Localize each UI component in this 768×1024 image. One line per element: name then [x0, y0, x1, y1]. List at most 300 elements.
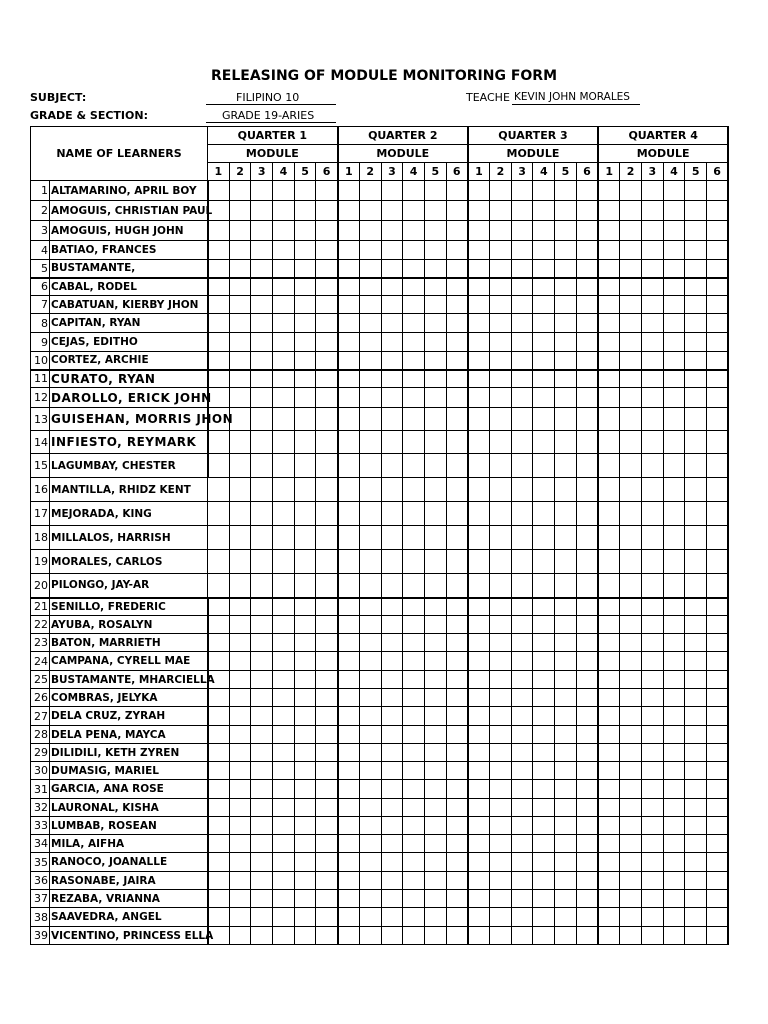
module-check-cell[interactable] — [598, 835, 620, 853]
module-check-cell[interactable] — [273, 762, 295, 780]
module-check-cell[interactable] — [446, 927, 468, 945]
module-check-cell[interactable] — [598, 201, 620, 221]
module-check-cell[interactable] — [511, 671, 533, 689]
module-check-cell[interactable] — [468, 201, 490, 221]
module-check-cell[interactable] — [229, 278, 251, 296]
module-check-cell[interactable] — [446, 278, 468, 296]
module-check-cell[interactable] — [490, 574, 512, 598]
module-check-cell[interactable] — [251, 574, 273, 598]
module-check-cell[interactable] — [511, 388, 533, 408]
module-check-cell[interactable] — [555, 370, 577, 388]
module-check-cell[interactable] — [229, 762, 251, 780]
module-check-cell[interactable] — [424, 333, 446, 352]
module-check-cell[interactable] — [533, 853, 555, 872]
module-check-cell[interactable] — [598, 616, 620, 634]
module-check-cell[interactable] — [273, 201, 295, 221]
module-check-cell[interactable] — [316, 526, 338, 550]
module-check-cell[interactable] — [620, 388, 642, 408]
module-check-cell[interactable] — [555, 333, 577, 352]
module-check-cell[interactable] — [620, 352, 642, 370]
module-check-cell[interactable] — [555, 817, 577, 835]
module-check-cell[interactable] — [490, 260, 512, 278]
module-check-cell[interactable] — [273, 908, 295, 927]
module-check-cell[interactable] — [490, 333, 512, 352]
module-check-cell[interactable] — [576, 927, 598, 945]
module-check-cell[interactable] — [251, 744, 273, 762]
module-check-cell[interactable] — [663, 502, 685, 526]
module-check-cell[interactable] — [273, 526, 295, 550]
module-check-cell[interactable] — [338, 370, 360, 388]
module-check-cell[interactable] — [338, 278, 360, 296]
module-check-cell[interactable] — [229, 835, 251, 853]
module-check-cell[interactable] — [641, 927, 663, 945]
module-check-cell[interactable] — [424, 872, 446, 890]
module-check-cell[interactable] — [208, 370, 230, 388]
module-check-cell[interactable] — [490, 835, 512, 853]
module-check-cell[interactable] — [468, 241, 490, 260]
module-check-cell[interactable] — [706, 221, 728, 241]
module-check-cell[interactable] — [620, 221, 642, 241]
module-check-cell[interactable] — [533, 927, 555, 945]
module-check-cell[interactable] — [446, 388, 468, 408]
module-check-cell[interactable] — [555, 241, 577, 260]
module-check-cell[interactable] — [316, 927, 338, 945]
module-check-cell[interactable] — [533, 370, 555, 388]
module-check-cell[interactable] — [316, 370, 338, 388]
module-check-cell[interactable] — [446, 314, 468, 333]
module-check-cell[interactable] — [598, 872, 620, 890]
module-check-cell[interactable] — [620, 853, 642, 872]
module-check-cell[interactable] — [338, 780, 360, 799]
module-check-cell[interactable] — [468, 314, 490, 333]
module-check-cell[interactable] — [706, 181, 728, 201]
module-check-cell[interactable] — [598, 454, 620, 478]
module-check-cell[interactable] — [403, 478, 425, 502]
module-check-cell[interactable] — [316, 388, 338, 408]
module-check-cell[interactable] — [229, 634, 251, 652]
module-check-cell[interactable] — [468, 707, 490, 726]
module-check-cell[interactable] — [663, 853, 685, 872]
module-check-cell[interactable] — [273, 598, 295, 616]
module-check-cell[interactable] — [273, 872, 295, 890]
module-check-cell[interactable] — [663, 370, 685, 388]
module-check-cell[interactable] — [208, 314, 230, 333]
module-check-cell[interactable] — [338, 835, 360, 853]
module-check-cell[interactable] — [685, 927, 707, 945]
module-check-cell[interactable] — [598, 526, 620, 550]
module-check-cell[interactable] — [403, 201, 425, 221]
module-check-cell[interactable] — [490, 872, 512, 890]
module-check-cell[interactable] — [663, 744, 685, 762]
module-check-cell[interactable] — [229, 744, 251, 762]
module-check-cell[interactable] — [663, 201, 685, 221]
module-check-cell[interactable] — [706, 652, 728, 671]
module-check-cell[interactable] — [338, 890, 360, 908]
module-check-cell[interactable] — [641, 454, 663, 478]
module-check-cell[interactable] — [273, 314, 295, 333]
module-check-cell[interactable] — [641, 388, 663, 408]
module-check-cell[interactable] — [424, 890, 446, 908]
module-check-cell[interactable] — [446, 352, 468, 370]
module-check-cell[interactable] — [359, 201, 381, 221]
module-check-cell[interactable] — [294, 370, 316, 388]
module-check-cell[interactable] — [533, 314, 555, 333]
module-check-cell[interactable] — [706, 671, 728, 689]
module-check-cell[interactable] — [446, 431, 468, 454]
module-check-cell[interactable] — [403, 502, 425, 526]
module-check-cell[interactable] — [338, 671, 360, 689]
module-check-cell[interactable] — [641, 221, 663, 241]
module-check-cell[interactable] — [598, 352, 620, 370]
module-check-cell[interactable] — [446, 744, 468, 762]
module-check-cell[interactable] — [294, 502, 316, 526]
module-check-cell[interactable] — [294, 278, 316, 296]
module-check-cell[interactable] — [468, 817, 490, 835]
module-check-cell[interactable] — [685, 478, 707, 502]
module-check-cell[interactable] — [338, 241, 360, 260]
module-check-cell[interactable] — [706, 853, 728, 872]
module-check-cell[interactable] — [446, 370, 468, 388]
module-check-cell[interactable] — [706, 799, 728, 817]
module-check-cell[interactable] — [685, 181, 707, 201]
module-check-cell[interactable] — [641, 872, 663, 890]
module-check-cell[interactable] — [641, 333, 663, 352]
module-check-cell[interactable] — [598, 817, 620, 835]
module-check-cell[interactable] — [338, 817, 360, 835]
module-check-cell[interactable] — [706, 762, 728, 780]
module-check-cell[interactable] — [338, 333, 360, 352]
module-check-cell[interactable] — [468, 652, 490, 671]
module-check-cell[interactable] — [424, 454, 446, 478]
module-check-cell[interactable] — [381, 762, 403, 780]
module-check-cell[interactable] — [424, 744, 446, 762]
module-check-cell[interactable] — [555, 744, 577, 762]
module-check-cell[interactable] — [511, 890, 533, 908]
module-check-cell[interactable] — [468, 431, 490, 454]
module-check-cell[interactable] — [620, 671, 642, 689]
module-check-cell[interactable] — [338, 502, 360, 526]
module-check-cell[interactable] — [208, 502, 230, 526]
module-check-cell[interactable] — [424, 478, 446, 502]
module-check-cell[interactable] — [511, 431, 533, 454]
module-check-cell[interactable] — [208, 352, 230, 370]
module-check-cell[interactable] — [663, 241, 685, 260]
module-check-cell[interactable] — [251, 333, 273, 352]
module-check-cell[interactable] — [490, 598, 512, 616]
module-check-cell[interactable] — [511, 574, 533, 598]
module-check-cell[interactable] — [294, 780, 316, 799]
module-check-cell[interactable] — [316, 799, 338, 817]
module-check-cell[interactable] — [663, 890, 685, 908]
module-check-cell[interactable] — [598, 634, 620, 652]
module-check-cell[interactable] — [294, 817, 316, 835]
module-check-cell[interactable] — [446, 296, 468, 314]
module-check-cell[interactable] — [446, 241, 468, 260]
module-check-cell[interactable] — [359, 526, 381, 550]
module-check-cell[interactable] — [576, 689, 598, 707]
module-check-cell[interactable] — [468, 634, 490, 652]
module-check-cell[interactable] — [229, 799, 251, 817]
module-check-cell[interactable] — [316, 872, 338, 890]
module-check-cell[interactable] — [424, 817, 446, 835]
module-check-cell[interactable] — [316, 574, 338, 598]
module-check-cell[interactable] — [576, 388, 598, 408]
module-check-cell[interactable] — [424, 574, 446, 598]
module-check-cell[interactable] — [533, 671, 555, 689]
module-check-cell[interactable] — [381, 872, 403, 890]
module-check-cell[interactable] — [555, 799, 577, 817]
module-check-cell[interactable] — [706, 780, 728, 799]
module-check-cell[interactable] — [424, 408, 446, 431]
module-check-cell[interactable] — [424, 431, 446, 454]
module-check-cell[interactable] — [294, 526, 316, 550]
module-check-cell[interactable] — [663, 526, 685, 550]
module-check-cell[interactable] — [273, 689, 295, 707]
module-check-cell[interactable] — [251, 908, 273, 927]
module-check-cell[interactable] — [273, 817, 295, 835]
module-check-cell[interactable] — [273, 835, 295, 853]
module-check-cell[interactable] — [490, 314, 512, 333]
module-check-cell[interactable] — [511, 333, 533, 352]
module-check-cell[interactable] — [251, 388, 273, 408]
module-check-cell[interactable] — [576, 726, 598, 744]
module-check-cell[interactable] — [685, 817, 707, 835]
module-check-cell[interactable] — [338, 872, 360, 890]
module-check-cell[interactable] — [273, 296, 295, 314]
module-check-cell[interactable] — [490, 201, 512, 221]
module-check-cell[interactable] — [424, 927, 446, 945]
module-check-cell[interactable] — [598, 780, 620, 799]
module-check-cell[interactable] — [446, 872, 468, 890]
module-check-cell[interactable] — [468, 908, 490, 927]
module-check-cell[interactable] — [511, 296, 533, 314]
module-check-cell[interactable] — [446, 817, 468, 835]
module-check-cell[interactable] — [620, 689, 642, 707]
module-check-cell[interactable] — [641, 744, 663, 762]
module-check-cell[interactable] — [208, 431, 230, 454]
module-check-cell[interactable] — [706, 872, 728, 890]
module-check-cell[interactable] — [316, 598, 338, 616]
module-check-cell[interactable] — [663, 296, 685, 314]
module-check-cell[interactable] — [294, 314, 316, 333]
module-check-cell[interactable] — [490, 744, 512, 762]
module-check-cell[interactable] — [511, 201, 533, 221]
module-check-cell[interactable] — [598, 908, 620, 927]
module-check-cell[interactable] — [663, 707, 685, 726]
module-check-cell[interactable] — [598, 652, 620, 671]
module-check-cell[interactable] — [338, 908, 360, 927]
module-check-cell[interactable] — [511, 908, 533, 927]
module-check-cell[interactable] — [468, 799, 490, 817]
module-check-cell[interactable] — [294, 574, 316, 598]
module-check-cell[interactable] — [359, 408, 381, 431]
module-check-cell[interactable] — [706, 201, 728, 221]
module-check-cell[interactable] — [208, 872, 230, 890]
module-check-cell[interactable] — [424, 726, 446, 744]
module-check-cell[interactable] — [641, 478, 663, 502]
module-check-cell[interactable] — [490, 689, 512, 707]
module-check-cell[interactable] — [251, 780, 273, 799]
module-check-cell[interactable] — [511, 726, 533, 744]
module-check-cell[interactable] — [576, 333, 598, 352]
module-check-cell[interactable] — [424, 652, 446, 671]
module-check-cell[interactable] — [598, 388, 620, 408]
module-check-cell[interactable] — [511, 652, 533, 671]
module-check-cell[interactable] — [359, 598, 381, 616]
module-check-cell[interactable] — [316, 181, 338, 201]
module-check-cell[interactable] — [468, 181, 490, 201]
module-check-cell[interactable] — [294, 221, 316, 241]
module-check-cell[interactable] — [598, 762, 620, 780]
module-check-cell[interactable] — [338, 762, 360, 780]
module-check-cell[interactable] — [294, 872, 316, 890]
module-check-cell[interactable] — [403, 526, 425, 550]
module-check-cell[interactable] — [359, 780, 381, 799]
module-check-cell[interactable] — [338, 927, 360, 945]
module-check-cell[interactable] — [229, 431, 251, 454]
module-check-cell[interactable] — [555, 526, 577, 550]
module-check-cell[interactable] — [446, 780, 468, 799]
module-check-cell[interactable] — [620, 278, 642, 296]
module-check-cell[interactable] — [620, 550, 642, 574]
module-check-cell[interactable] — [316, 908, 338, 927]
module-check-cell[interactable] — [381, 598, 403, 616]
module-check-cell[interactable] — [641, 260, 663, 278]
module-check-cell[interactable] — [511, 616, 533, 634]
module-check-cell[interactable] — [555, 853, 577, 872]
module-check-cell[interactable] — [620, 817, 642, 835]
module-check-cell[interactable] — [273, 260, 295, 278]
module-check-cell[interactable] — [555, 780, 577, 799]
module-check-cell[interactable] — [229, 314, 251, 333]
module-check-cell[interactable] — [598, 278, 620, 296]
module-check-cell[interactable] — [620, 890, 642, 908]
module-check-cell[interactable] — [316, 744, 338, 762]
module-check-cell[interactable] — [511, 872, 533, 890]
module-check-cell[interactable] — [685, 260, 707, 278]
module-check-cell[interactable] — [294, 908, 316, 927]
module-check-cell[interactable] — [576, 671, 598, 689]
module-check-cell[interactable] — [208, 634, 230, 652]
module-check-cell[interactable] — [424, 908, 446, 927]
module-check-cell[interactable] — [208, 260, 230, 278]
module-check-cell[interactable] — [620, 927, 642, 945]
module-check-cell[interactable] — [576, 799, 598, 817]
module-check-cell[interactable] — [403, 927, 425, 945]
module-check-cell[interactable] — [663, 181, 685, 201]
module-check-cell[interactable] — [641, 799, 663, 817]
module-check-cell[interactable] — [229, 689, 251, 707]
module-check-cell[interactable] — [706, 634, 728, 652]
module-check-cell[interactable] — [424, 671, 446, 689]
module-check-cell[interactable] — [403, 671, 425, 689]
module-check-cell[interactable] — [403, 762, 425, 780]
module-check-cell[interactable] — [446, 598, 468, 616]
module-check-cell[interactable] — [490, 478, 512, 502]
module-check-cell[interactable] — [229, 181, 251, 201]
module-check-cell[interactable] — [381, 221, 403, 241]
module-check-cell[interactable] — [468, 388, 490, 408]
module-check-cell[interactable] — [685, 333, 707, 352]
module-check-cell[interactable] — [359, 502, 381, 526]
module-check-cell[interactable] — [468, 835, 490, 853]
module-check-cell[interactable] — [576, 296, 598, 314]
module-check-cell[interactable] — [511, 241, 533, 260]
module-check-cell[interactable] — [251, 296, 273, 314]
module-check-cell[interactable] — [316, 478, 338, 502]
module-check-cell[interactable] — [424, 352, 446, 370]
module-check-cell[interactable] — [424, 260, 446, 278]
module-check-cell[interactable] — [620, 454, 642, 478]
module-check-cell[interactable] — [316, 726, 338, 744]
module-check-cell[interactable] — [359, 454, 381, 478]
module-check-cell[interactable] — [359, 689, 381, 707]
module-check-cell[interactable] — [273, 707, 295, 726]
module-check-cell[interactable] — [338, 181, 360, 201]
module-check-cell[interactable] — [620, 201, 642, 221]
module-check-cell[interactable] — [229, 890, 251, 908]
module-check-cell[interactable] — [641, 616, 663, 634]
module-check-cell[interactable] — [273, 744, 295, 762]
module-check-cell[interactable] — [511, 598, 533, 616]
module-check-cell[interactable] — [294, 671, 316, 689]
module-check-cell[interactable] — [403, 598, 425, 616]
module-check-cell[interactable] — [706, 260, 728, 278]
module-check-cell[interactable] — [446, 835, 468, 853]
module-check-cell[interactable] — [359, 726, 381, 744]
module-check-cell[interactable] — [229, 652, 251, 671]
module-check-cell[interactable] — [511, 352, 533, 370]
module-check-cell[interactable] — [533, 780, 555, 799]
module-check-cell[interactable] — [403, 872, 425, 890]
module-check-cell[interactable] — [511, 408, 533, 431]
module-check-cell[interactable] — [229, 726, 251, 744]
module-check-cell[interactable] — [576, 352, 598, 370]
module-check-cell[interactable] — [424, 278, 446, 296]
module-check-cell[interactable] — [555, 574, 577, 598]
module-check-cell[interactable] — [381, 652, 403, 671]
module-check-cell[interactable] — [555, 689, 577, 707]
module-check-cell[interactable] — [468, 726, 490, 744]
module-check-cell[interactable] — [663, 431, 685, 454]
module-check-cell[interactable] — [208, 550, 230, 574]
module-check-cell[interactable] — [446, 726, 468, 744]
module-check-cell[interactable] — [663, 454, 685, 478]
module-check-cell[interactable] — [338, 726, 360, 744]
module-check-cell[interactable] — [685, 853, 707, 872]
module-check-cell[interactable] — [229, 454, 251, 478]
module-check-cell[interactable] — [490, 652, 512, 671]
module-check-cell[interactable] — [490, 726, 512, 744]
module-check-cell[interactable] — [403, 454, 425, 478]
module-check-cell[interactable] — [338, 260, 360, 278]
module-check-cell[interactable] — [338, 853, 360, 872]
module-check-cell[interactable] — [620, 260, 642, 278]
module-check-cell[interactable] — [641, 296, 663, 314]
module-check-cell[interactable] — [576, 241, 598, 260]
module-check-cell[interactable] — [294, 201, 316, 221]
module-check-cell[interactable] — [359, 478, 381, 502]
module-check-cell[interactable] — [555, 260, 577, 278]
module-check-cell[interactable] — [273, 478, 295, 502]
module-check-cell[interactable] — [273, 221, 295, 241]
module-check-cell[interactable] — [533, 799, 555, 817]
module-check-cell[interactable] — [359, 431, 381, 454]
module-check-cell[interactable] — [208, 762, 230, 780]
module-check-cell[interactable] — [490, 671, 512, 689]
module-check-cell[interactable] — [706, 454, 728, 478]
module-check-cell[interactable] — [229, 671, 251, 689]
